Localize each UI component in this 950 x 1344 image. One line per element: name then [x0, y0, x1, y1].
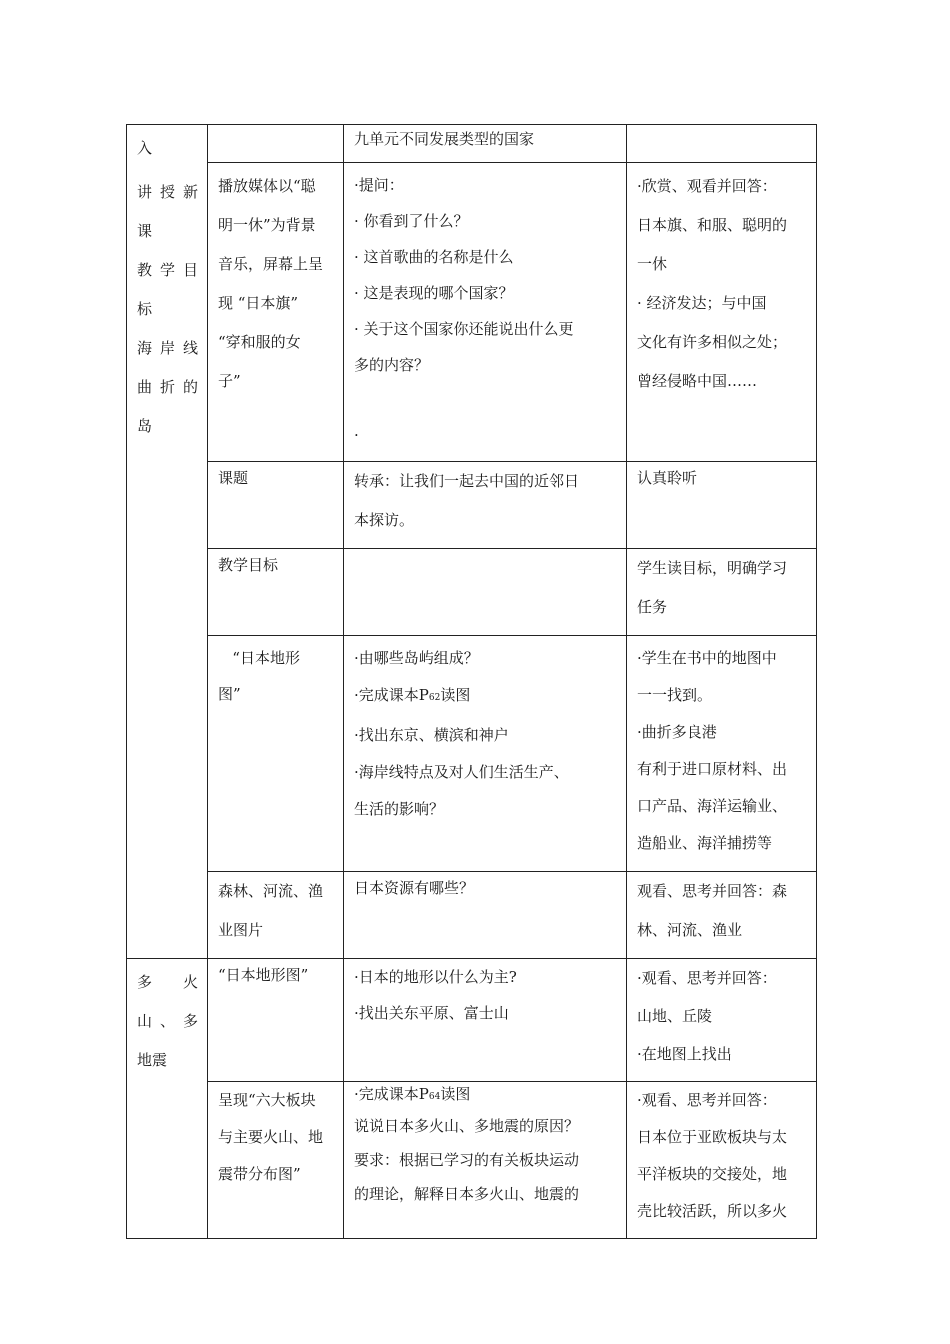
stage-text: 教 学 目 [137, 261, 198, 279]
cell-text: ·海岸线特点及对人们生活生产、 [354, 763, 569, 781]
cell-text: “日本地形图” [218, 966, 309, 984]
teacher-cell [344, 872, 627, 959]
cell-text: 呈现“六大板块 [218, 1091, 316, 1109]
stage-text: 海 岸 线 [137, 339, 198, 357]
stage-text: 多 火 [137, 973, 198, 991]
cell-text: · 这首歌曲的名称是什么 [354, 248, 514, 266]
cell-text: 现 “日本旗” [218, 294, 299, 312]
stage-text: 山 、 多 [137, 1012, 198, 1030]
stage-text: 岛 [137, 417, 153, 435]
cell-text: ·找出东京、横滨和神户 [354, 726, 509, 744]
cell-text: · 关于这个国家你还能说出什么更 [354, 320, 574, 338]
cell-text: 子” [218, 372, 241, 390]
cell-text: · 经济发达；与中国 [637, 294, 767, 312]
text-segment: 读图 [440, 686, 471, 704]
cell-text: 图” [218, 685, 241, 703]
cell-text: 转承：让我们一起去中国的近邻日 [354, 472, 580, 490]
cell-text: 九单元不同发展类型的国家 [354, 130, 535, 148]
lesson-plan-table [126, 124, 817, 1239]
cell-text: 日本资源有哪些？ [354, 879, 475, 897]
cell-text: 业图片 [218, 921, 264, 939]
cell-text: 山地、丘陵 [637, 1007, 713, 1025]
stage-cell [127, 125, 208, 959]
stage-text: 讲 授 新 [137, 183, 198, 201]
cell-text: ·观看、思考并回答： [637, 1091, 777, 1109]
page-number: 62 [428, 693, 441, 703]
text-segment: 读图 [440, 1085, 471, 1103]
cell-text: ·曲折多良港 [637, 723, 717, 741]
cell-text: · 这是表现的哪个国家？ [354, 284, 514, 302]
cell-text: ·在地图上找出 [637, 1045, 732, 1063]
cell-text: 说说日本多火山、多地震的原因？ [354, 1117, 580, 1135]
cell-text: ·欣赏、观看并回答： [637, 177, 777, 195]
cell-text: 曾经侵略中国…… [637, 372, 758, 390]
student-cell [627, 549, 817, 636]
cell-text: 与主要火山、地 [218, 1128, 324, 1146]
student-cell [627, 125, 817, 163]
cell-text: 日本旗、和服、聪明的 [637, 216, 788, 234]
stage-text: 地震 [137, 1051, 168, 1069]
cell-text: 口产品、海洋运输业、 [637, 797, 788, 815]
cell-text: 一一找到。 [637, 686, 713, 704]
table-row [127, 1082, 817, 1239]
teacher-cell [344, 1082, 627, 1239]
teacher-cell [344, 549, 627, 636]
cell-text: 林、河流、渔业 [637, 921, 743, 939]
cell-text: “穿和服的女 [218, 333, 301, 351]
cell-text: 要求：根据已学习的有关板块运动 [354, 1151, 580, 1169]
page-number: 64 [428, 1092, 441, 1102]
table-row [127, 959, 817, 1082]
cell-text: 观看、思考并回答：森 [637, 882, 788, 900]
cell-text: 本探访。 [354, 511, 415, 529]
cell-text: ·观看、思考并回答： [637, 969, 777, 987]
cell-text: 音乐，屏幕上呈 [218, 255, 324, 273]
cell-text: 的理论，解释日本多火山、地震的 [354, 1185, 580, 1203]
teacher-cell [344, 636, 627, 872]
table-row [127, 462, 817, 549]
text-segment: ·完成课本P [354, 686, 429, 704]
cell-text [354, 677, 617, 717]
cell-text: 震带分布图” [218, 1165, 301, 1183]
stage-cell [127, 959, 208, 1239]
cell-text: ·日本的地形以什么为主? [354, 968, 517, 986]
cell-text: 壳比较活跃，所以多火 [637, 1202, 788, 1220]
cell-text: 播放媒体以“聪 [218, 177, 316, 195]
cell-text: 教学目标 [218, 556, 279, 574]
media-cell [208, 163, 344, 462]
cell-text: 多的内容？ [354, 356, 430, 374]
student-cell [627, 959, 817, 1082]
cell-text: 有利于进口原材料、出 [637, 760, 788, 778]
media-cell [208, 959, 344, 1082]
teacher-cell [344, 462, 627, 549]
student-cell [627, 872, 817, 959]
cell-text: 造船业、海洋捕捞等 [637, 834, 773, 852]
media-cell [208, 1082, 344, 1239]
student-cell [627, 1082, 817, 1239]
cell-text: 学生读目标，明确学习 [637, 559, 788, 577]
table-row [127, 872, 817, 959]
cell-text: ·由哪些岛屿组成？ [354, 649, 479, 667]
teacher-cell [344, 959, 627, 1082]
cell-text: 一休 [637, 255, 668, 273]
student-cell [627, 163, 817, 462]
cell-text: 平洋板块的交接处，地 [637, 1165, 788, 1183]
cell-text: 课题 [218, 469, 249, 487]
cell-text: 认真聆听 [637, 469, 698, 487]
media-cell [208, 462, 344, 549]
table-row [127, 125, 817, 163]
cell-text: 日本位于亚欧板块与太 [637, 1128, 788, 1146]
text-segment: ·完成课本P [354, 1085, 429, 1103]
table-row [127, 636, 817, 872]
cell-text: 森林、河流、渔 [218, 882, 324, 900]
cell-text: ·找出关东平原、富士山 [354, 1004, 509, 1022]
stage-text: 入 [137, 139, 153, 157]
cell-text: ·学生在书中的地图中 [637, 649, 777, 667]
student-cell [627, 636, 817, 872]
stage-text: 曲 折 的 [137, 378, 198, 396]
stage-text: 标 [137, 300, 153, 318]
cell-text: 文化有许多相似之处； [637, 333, 788, 351]
table-row [127, 549, 817, 636]
media-cell [208, 872, 344, 959]
cell-text: “日本地形 [218, 649, 300, 667]
cell-text: · 你看到了什么？ [354, 212, 469, 230]
student-cell [627, 462, 817, 549]
cell-text: 生活的影响？ [354, 800, 445, 818]
cell-text: ·提问： [354, 176, 404, 194]
cell-text: 任务 [637, 598, 668, 616]
media-cell [208, 125, 344, 163]
cell-text: 明一休”为背景 [218, 216, 316, 234]
stage-text: 课 [137, 222, 153, 240]
table-row [127, 163, 817, 462]
teacher-cell [344, 125, 627, 163]
spacer [354, 383, 617, 417]
teacher-cell [344, 163, 627, 462]
media-cell [208, 636, 344, 872]
cell-text [354, 1082, 617, 1109]
media-cell [208, 549, 344, 636]
cell-text: · [354, 426, 359, 444]
